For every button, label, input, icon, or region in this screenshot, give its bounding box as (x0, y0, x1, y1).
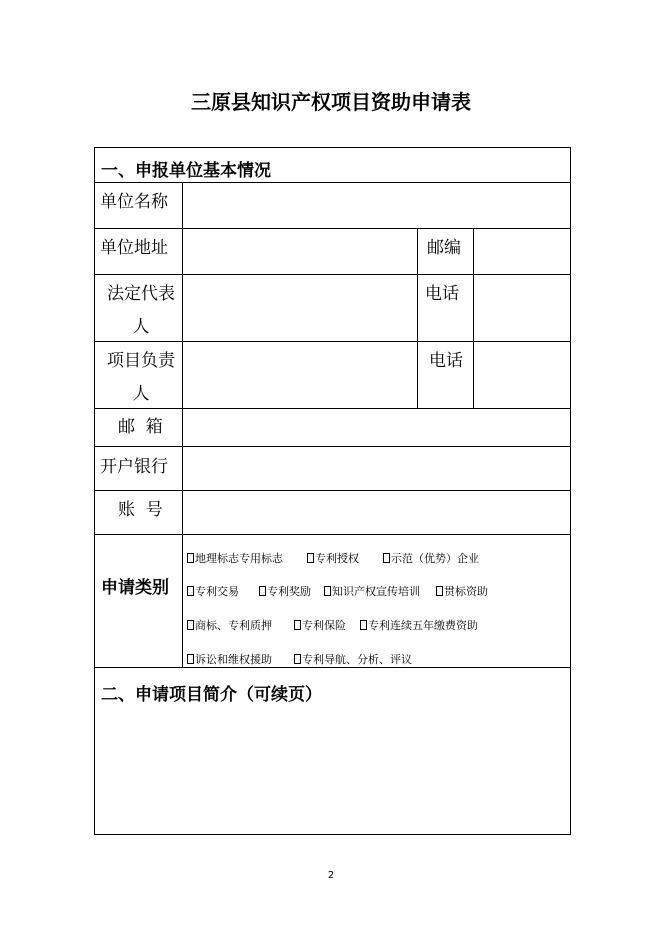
option-demo-enterprise[interactable]: 示范（优势）企业 (383, 550, 479, 566)
unit-address-field[interactable] (183, 229, 417, 274)
account-field[interactable] (183, 491, 570, 534)
checkbox-icon[interactable] (259, 586, 266, 596)
checkbox-icon[interactable] (324, 586, 331, 596)
label-project-lead (101, 345, 181, 411)
checkbox-icon[interactable] (383, 553, 390, 563)
label-project-lead-line1: 项目负责 (107, 351, 175, 371)
label-account: 账 号 (118, 500, 163, 520)
label-bank: 开户银行 (100, 457, 168, 477)
label-email: 邮 箱 (118, 417, 163, 437)
rule (95, 534, 570, 535)
option-patent-navigation[interactable]: 专利导航、分析、评议 (294, 651, 412, 667)
rule (95, 667, 570, 668)
legal-rep-field[interactable] (183, 275, 417, 341)
label-unit-address: 单位地址 (100, 238, 168, 258)
checkbox-icon[interactable] (187, 586, 194, 596)
checkbox-icon[interactable] (187, 620, 194, 630)
bank-field[interactable] (183, 447, 570, 490)
checkbox-icon[interactable] (436, 586, 443, 596)
checkbox-icon[interactable] (187, 654, 194, 664)
option-pledge[interactable]: 商标、专利质押 (187, 617, 272, 633)
page-number: 2 (327, 870, 335, 881)
checkbox-icon[interactable] (294, 654, 301, 664)
checkbox-icon[interactable] (307, 553, 314, 563)
phone-field-1[interactable] (474, 275, 570, 341)
label-unit-name: 单位名称 (100, 192, 168, 212)
postcode-field[interactable] (474, 229, 570, 274)
unit-name-field[interactable] (183, 183, 570, 228)
option-patent-insurance[interactable]: 专利保险 (294, 617, 346, 633)
label-phone-2: 电话 (429, 351, 463, 371)
project-lead-field[interactable] (183, 342, 417, 408)
checkbox-icon[interactable] (187, 553, 194, 563)
form-title: 三原县知识产权项目资助申请表 (191, 90, 471, 114)
option-patent-award[interactable]: 专利奖励 (259, 583, 311, 599)
email-field[interactable] (183, 409, 570, 446)
option-standard-support[interactable]: 贯标资助 (436, 583, 488, 599)
label-phone-1: 电话 (425, 284, 459, 304)
label-legal-rep-line1: 法定代表 (107, 284, 175, 304)
option-patent-grant[interactable]: 专利授权 (307, 550, 359, 566)
section-heading-project-summary: 二、申请项目简介（可续页） (101, 685, 322, 705)
phone-field-2[interactable] (474, 342, 570, 408)
option-litigation-aid[interactable]: 诉讼和维权援助 (187, 651, 272, 667)
checkbox-icon[interactable] (360, 620, 367, 630)
application-form (94, 147, 571, 835)
checkbox-icon[interactable] (294, 620, 301, 630)
label-legal-rep-line2: 人 (132, 317, 150, 337)
label-category: 申请类别 (101, 578, 169, 598)
label-legal-rep (101, 278, 181, 344)
option-ip-training[interactable]: 知识产权宣传培训 (324, 583, 420, 599)
option-geo-indication[interactable]: 地理标志专用标志 (187, 550, 283, 566)
option-five-year-fee[interactable]: 专利连续五年缴费资助 (360, 617, 478, 633)
section-heading-basic-info: 一、申报单位基本情况 (101, 161, 271, 181)
project-summary-area[interactable] (95, 708, 570, 834)
label-postcode: 邮编 (427, 238, 461, 258)
rule (417, 228, 418, 408)
label-project-lead-line2: 人 (132, 384, 150, 404)
option-patent-trade[interactable]: 专利交易 (187, 583, 239, 599)
